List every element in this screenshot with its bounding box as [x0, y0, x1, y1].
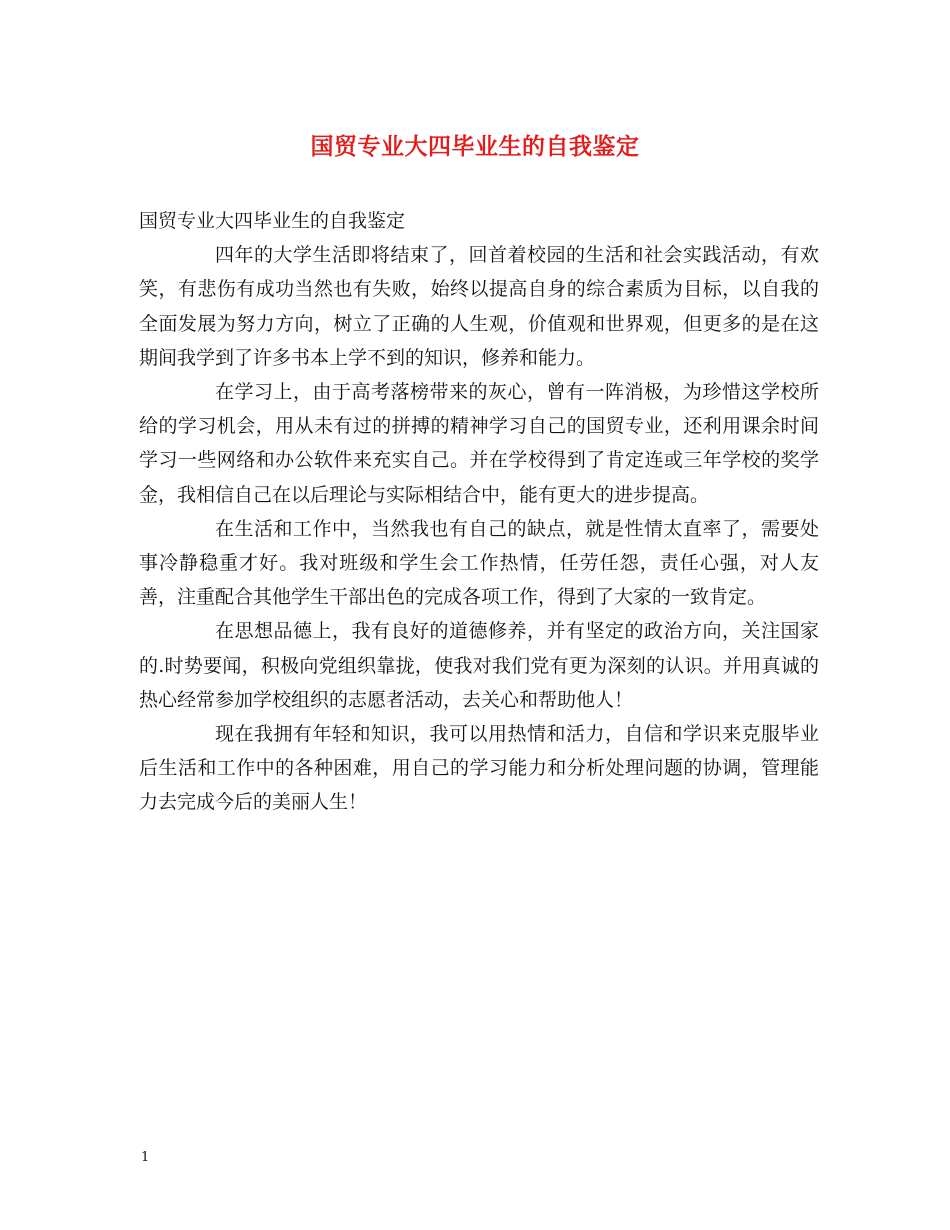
page-number: 1 — [141, 1150, 150, 1165]
paragraph-study: 在学习上，由于高考落榜带来的灰心，曾有一阵消极，为珍惜这学校所给的学习机会，用从未有过的拼搏的精神学习自己的国贸专业，还利用课余时间学习一些网络和办公软件来充实自己。并在学校得到了肯定连或三年学校的奖学金，我相信自己在以后理论与实际相结合中，能有更大的进步提高。 — [139, 381, 819, 506]
document-subtitle: 国贸专业大四毕业生的自我鉴定 — [139, 210, 406, 232]
paragraph-intro: 四年的大学生活即将结束了，回首着校园的生活和社会实践活动，有欢笑，有悲伤有成功当然也有失败，始终以提高自身的综合素质为目标，以自我的全面发展为努力方向，树立了正确的人生观，价值观和世界观，但更多的是在这期间我学到了许多书本上学不到的知识，修养和能力。 — [139, 244, 819, 369]
document-title: 国贸专业大四毕业生的自我鉴定 — [310, 133, 640, 160]
paragraph-life-work: 在生活和工作中，当然我也有自己的缺点，就是性情太直率了，需要处事冷静稳重才好。我对班级和学生会工作热情，任劳任怨，责任心强，对人友善，注重配合其他学生干部出色的完成各项工作，得到了大家的一致肯定。 — [139, 517, 819, 609]
paragraph-conclusion: 现在我拥有年轻和知识，我可以用热情和活力，自信和学识来克服毕业后生活和工作中的各种困难，用自己的学习能力和分析处理问题的协调，管理能力去完成今后的美丽人生！ — [139, 723, 819, 814]
document-body — [139, 204, 819, 820]
paragraph-morality: 在思想品德上，我有良好的道德修养，并有坚定的政治方向，关注国家的.时势要闻，积极向党组织靠拢，使我对我们党有更为深刻的认识。并用真诚的热心经常参加学校组织的志愿者活动，去关心和帮助他人！ — [139, 620, 819, 711]
